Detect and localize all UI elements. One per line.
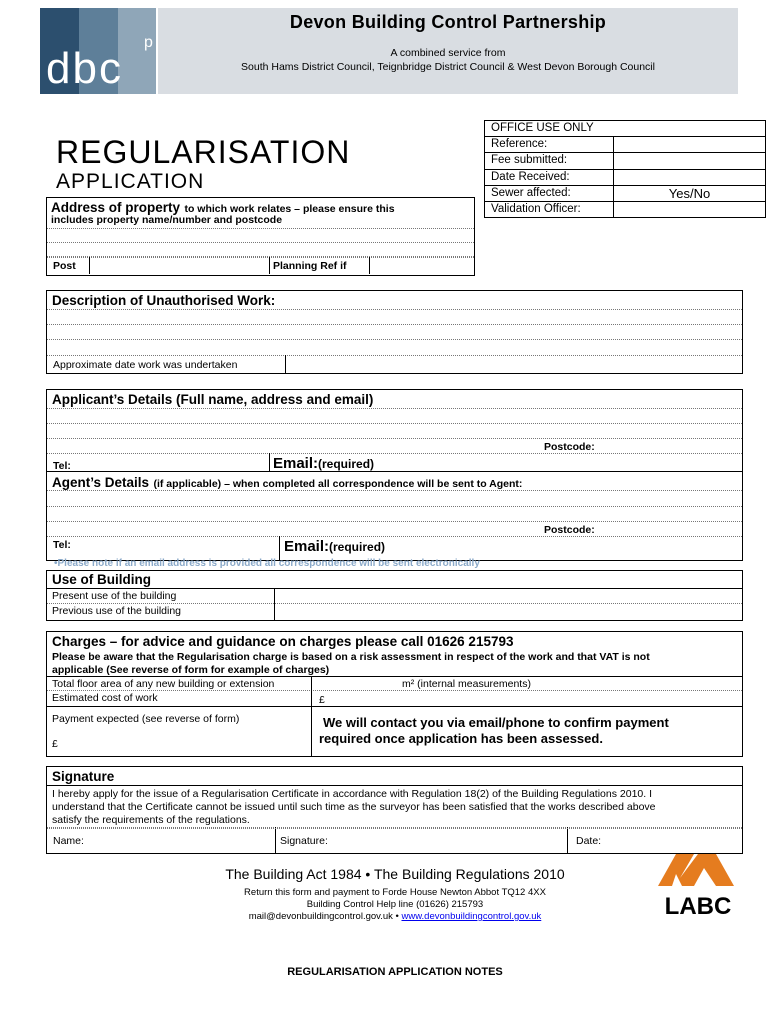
payment-label: Payment expected (see reverse of form): [52, 713, 240, 725]
org-title: Devon Building Control Partnership: [289, 12, 607, 32]
signature-section: [46, 766, 743, 854]
agent-postcode-label: Postcode:: [544, 524, 595, 536]
office-use-heading: OFFICE USE ONLY: [491, 122, 594, 134]
office-label-date: Date Received:: [485, 170, 614, 185]
use-input-area[interactable]: [274, 588, 275, 620]
contact-line2: required once application has been assessed.: [319, 731, 603, 746]
logo-text: dbc: [46, 44, 123, 93]
address-heading-note: to which work relates – please ensure this: [184, 203, 395, 215]
footer-separator: •: [392, 911, 402, 922]
notes-title: REGULARISATION APPLICATION NOTES: [287, 966, 503, 978]
use-of-building-heading: Use of Building: [52, 572, 151, 587]
use-of-building-section: [46, 570, 743, 621]
address-note-line2: includes property name/number and postcode: [51, 214, 283, 226]
declaration-line2: understand that the Certificate cannot be issued until such time as the surveyor has been satisfied that the works described above: [52, 801, 656, 813]
name-label: Name:: [53, 835, 84, 847]
office-row-reference: [485, 137, 765, 153]
applicant-postcode-label: Postcode:: [544, 441, 595, 453]
office-value-validation[interactable]: [614, 202, 765, 217]
logo-sup: p: [144, 34, 153, 51]
helpline: Building Control Help line (01626) 215793: [306, 899, 484, 910]
declaration-line1: I hereby apply for the issue of a Regularisation Certificate in accordance with Regulation 18(2) of the Building Regulations 2010. I: [52, 788, 653, 800]
payment-currency[interactable]: £: [52, 738, 58, 750]
planning-ref-label: Planning Ref if: [273, 260, 347, 272]
office-row-sewer: [485, 186, 765, 202]
agent-email-field[interactable]: [284, 538, 385, 556]
applicant-tel-label: Tel:: [53, 460, 71, 472]
office-label-validation: Validation Officer:: [485, 202, 614, 217]
address-section: [46, 197, 475, 276]
office-value-date[interactable]: [614, 170, 765, 185]
header-banner: [158, 8, 738, 94]
office-row-fee: [485, 153, 765, 169]
email-correspondence-note: •Please note if an email address is provided all correspondence will be sent electronically: [54, 558, 480, 569]
present-use-label: Present use of the building: [52, 590, 177, 602]
office-row-validation: [485, 202, 765, 217]
address-input-area[interactable]: [47, 257, 474, 258]
agent-heading: Agent’s Details: [52, 475, 150, 490]
footer-email[interactable]: mail@devonbuildingcontrol.gov.uk: [248, 911, 393, 922]
subtitle-line1: A combined service from: [390, 47, 506, 59]
office-value-reference[interactable]: [614, 137, 765, 152]
charges-section: [46, 631, 743, 757]
signature-input-area[interactable]: [47, 828, 742, 829]
signature-label: Signature:: [280, 835, 328, 847]
legislation-line: The Building Act 1984 • The Building Regulations 2010: [225, 866, 565, 882]
office-label-sewer: Sewer affected:: [485, 186, 614, 201]
description-input-area[interactable]: [47, 355, 742, 356]
floor-area-unit: m² (internal measurements): [402, 678, 531, 690]
agent-heading-note: (if applicable) – when completed all correspondence will be sent to Agent:: [153, 478, 523, 490]
declaration-line3: satisfy the requirements of the regulations.: [52, 814, 250, 826]
charges-note-line1: Please be aware that the Regularisation charge is based on a risk assessment in respect of the work and that VAT is not: [52, 651, 650, 663]
office-value-sewer[interactable]: Yes/No: [668, 185, 711, 201]
contact-line1: We will contact you via email/phone to confirm payment: [323, 715, 669, 730]
applicant-section: [46, 389, 743, 561]
description-section: [46, 290, 743, 374]
signature-heading: Signature: [52, 769, 115, 784]
previous-use-label: Previous use of the building: [52, 605, 181, 617]
cost-label: Estimated cost of work: [52, 692, 158, 704]
applicant-input-area[interactable]: [47, 453, 742, 454]
cost-currency[interactable]: £: [319, 694, 325, 706]
page-subtitle: APPLICATION: [56, 170, 205, 193]
page-title: REGULARISATION: [56, 134, 351, 170]
agent-input-area[interactable]: [47, 536, 742, 537]
agent-tel-label: Tel:: [53, 539, 71, 551]
address-heading: Address of property: [51, 200, 181, 215]
description-heading: Description of Unauthorised Work:: [52, 293, 276, 308]
charges-heading: Charges – for advice and guidance on charges please call 01626 215793: [52, 634, 514, 649]
agent-email-required: (required): [329, 540, 386, 554]
charges-note-line2: applicable (See reverse of form for example of charges): [52, 664, 330, 676]
agent-email-label: Email:: [284, 538, 330, 555]
dbcp-logo: [40, 8, 156, 94]
applicant-heading: Applicant’s Details (Full name, address and email): [52, 392, 374, 407]
labc-logo: [654, 854, 744, 918]
floor-area-label: Total floor area of any new building or extension: [52, 678, 275, 690]
date-label: Date:: [576, 835, 602, 847]
subtitle-line2: South Hams District Council, Teignbridge District Council & West Devon Borough Council: [241, 61, 655, 73]
applicant-email-label: Email:: [273, 455, 319, 472]
office-use-heading-row: [485, 121, 765, 137]
office-use-table: [484, 120, 766, 218]
post-label: Post: [53, 260, 76, 272]
footer-website-link[interactable]: www.devonbuildingcontrol.gov.uk: [401, 911, 542, 922]
labc-logo-text: LABC: [664, 893, 732, 918]
office-label-fee: Fee submitted:: [485, 153, 614, 168]
office-row-date: [485, 170, 765, 186]
date-undertaken-label: Approximate date work was undertaken: [53, 359, 238, 371]
return-address: Return this form and payment to Forde House Newton Abbot TQ12 4XX: [244, 887, 546, 898]
applicant-email-required: (required): [318, 457, 375, 471]
office-label-reference: Reference:: [485, 137, 614, 152]
office-value-fee[interactable]: [614, 153, 765, 168]
